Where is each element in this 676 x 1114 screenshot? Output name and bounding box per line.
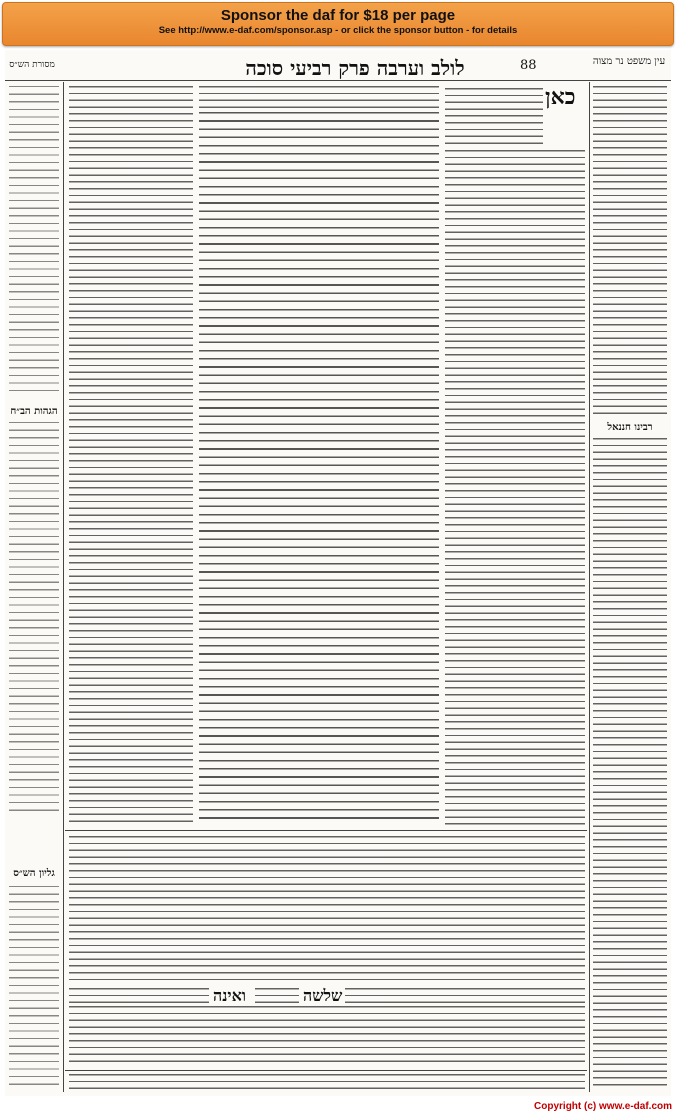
gilyon-hashas-text xyxy=(9,886,59,1086)
footnote-rule xyxy=(65,1070,587,1071)
rashi-text xyxy=(445,150,585,830)
column-divider xyxy=(63,82,64,1092)
masoret-hashas-header: מסורת הש״ס xyxy=(9,60,55,70)
ein-mishpat-text xyxy=(593,86,667,416)
rashi-text-top xyxy=(445,88,543,148)
page-header xyxy=(5,56,671,78)
sponsor-banner-subtitle[interactable]: See http://www.e-daf.com/sponsor.asp - or click the sponsor button - for details xyxy=(158,25,518,36)
sponsor-banner-title[interactable]: Sponsor the daf for $18 per page xyxy=(220,7,456,24)
copyright-footer xyxy=(534,1101,672,1112)
sponsor-banner[interactable] xyxy=(2,2,674,46)
footnotes xyxy=(69,1074,585,1092)
hagahot-habach-title: הגהות הב״ח xyxy=(10,406,58,417)
rabbeinu-chananel-text xyxy=(593,438,667,1088)
lower-commentary xyxy=(69,836,585,984)
opening-word: כאן xyxy=(545,84,576,110)
ein-mishpat-header: עין משפט נר מצוה xyxy=(592,56,666,67)
gemara-header-lines xyxy=(199,86,439,108)
running-head: לולב וערבה פרק רביעי סוכה xyxy=(245,56,465,80)
lower-opening-word-2: שלשה xyxy=(303,986,343,1005)
lower-commentary-3a xyxy=(255,988,299,1004)
gemara-text xyxy=(199,112,439,824)
lower-commentary-3c xyxy=(69,988,209,1004)
lower-opening-word: ואינה xyxy=(213,986,246,1005)
hagahot-habach-text xyxy=(9,422,59,812)
lower-commentary-3b xyxy=(345,988,585,1004)
lower-commentary-2 xyxy=(69,1006,585,1066)
column-divider xyxy=(589,82,590,1092)
header-rule xyxy=(5,80,671,81)
lower-section-rule xyxy=(65,830,587,831)
rabbeinu-chananel-title: רבינו חננאל xyxy=(607,422,653,433)
page-number: 88 xyxy=(520,58,537,73)
masoret-hashas-text xyxy=(9,86,59,396)
copyright-link[interactable]: Copyright (c) www.e-daf.com xyxy=(534,1101,672,1112)
talmud-page xyxy=(5,50,671,1096)
tosafot-text xyxy=(69,86,193,826)
gilyon-hashas-title: גליון הש״ס xyxy=(13,868,55,879)
